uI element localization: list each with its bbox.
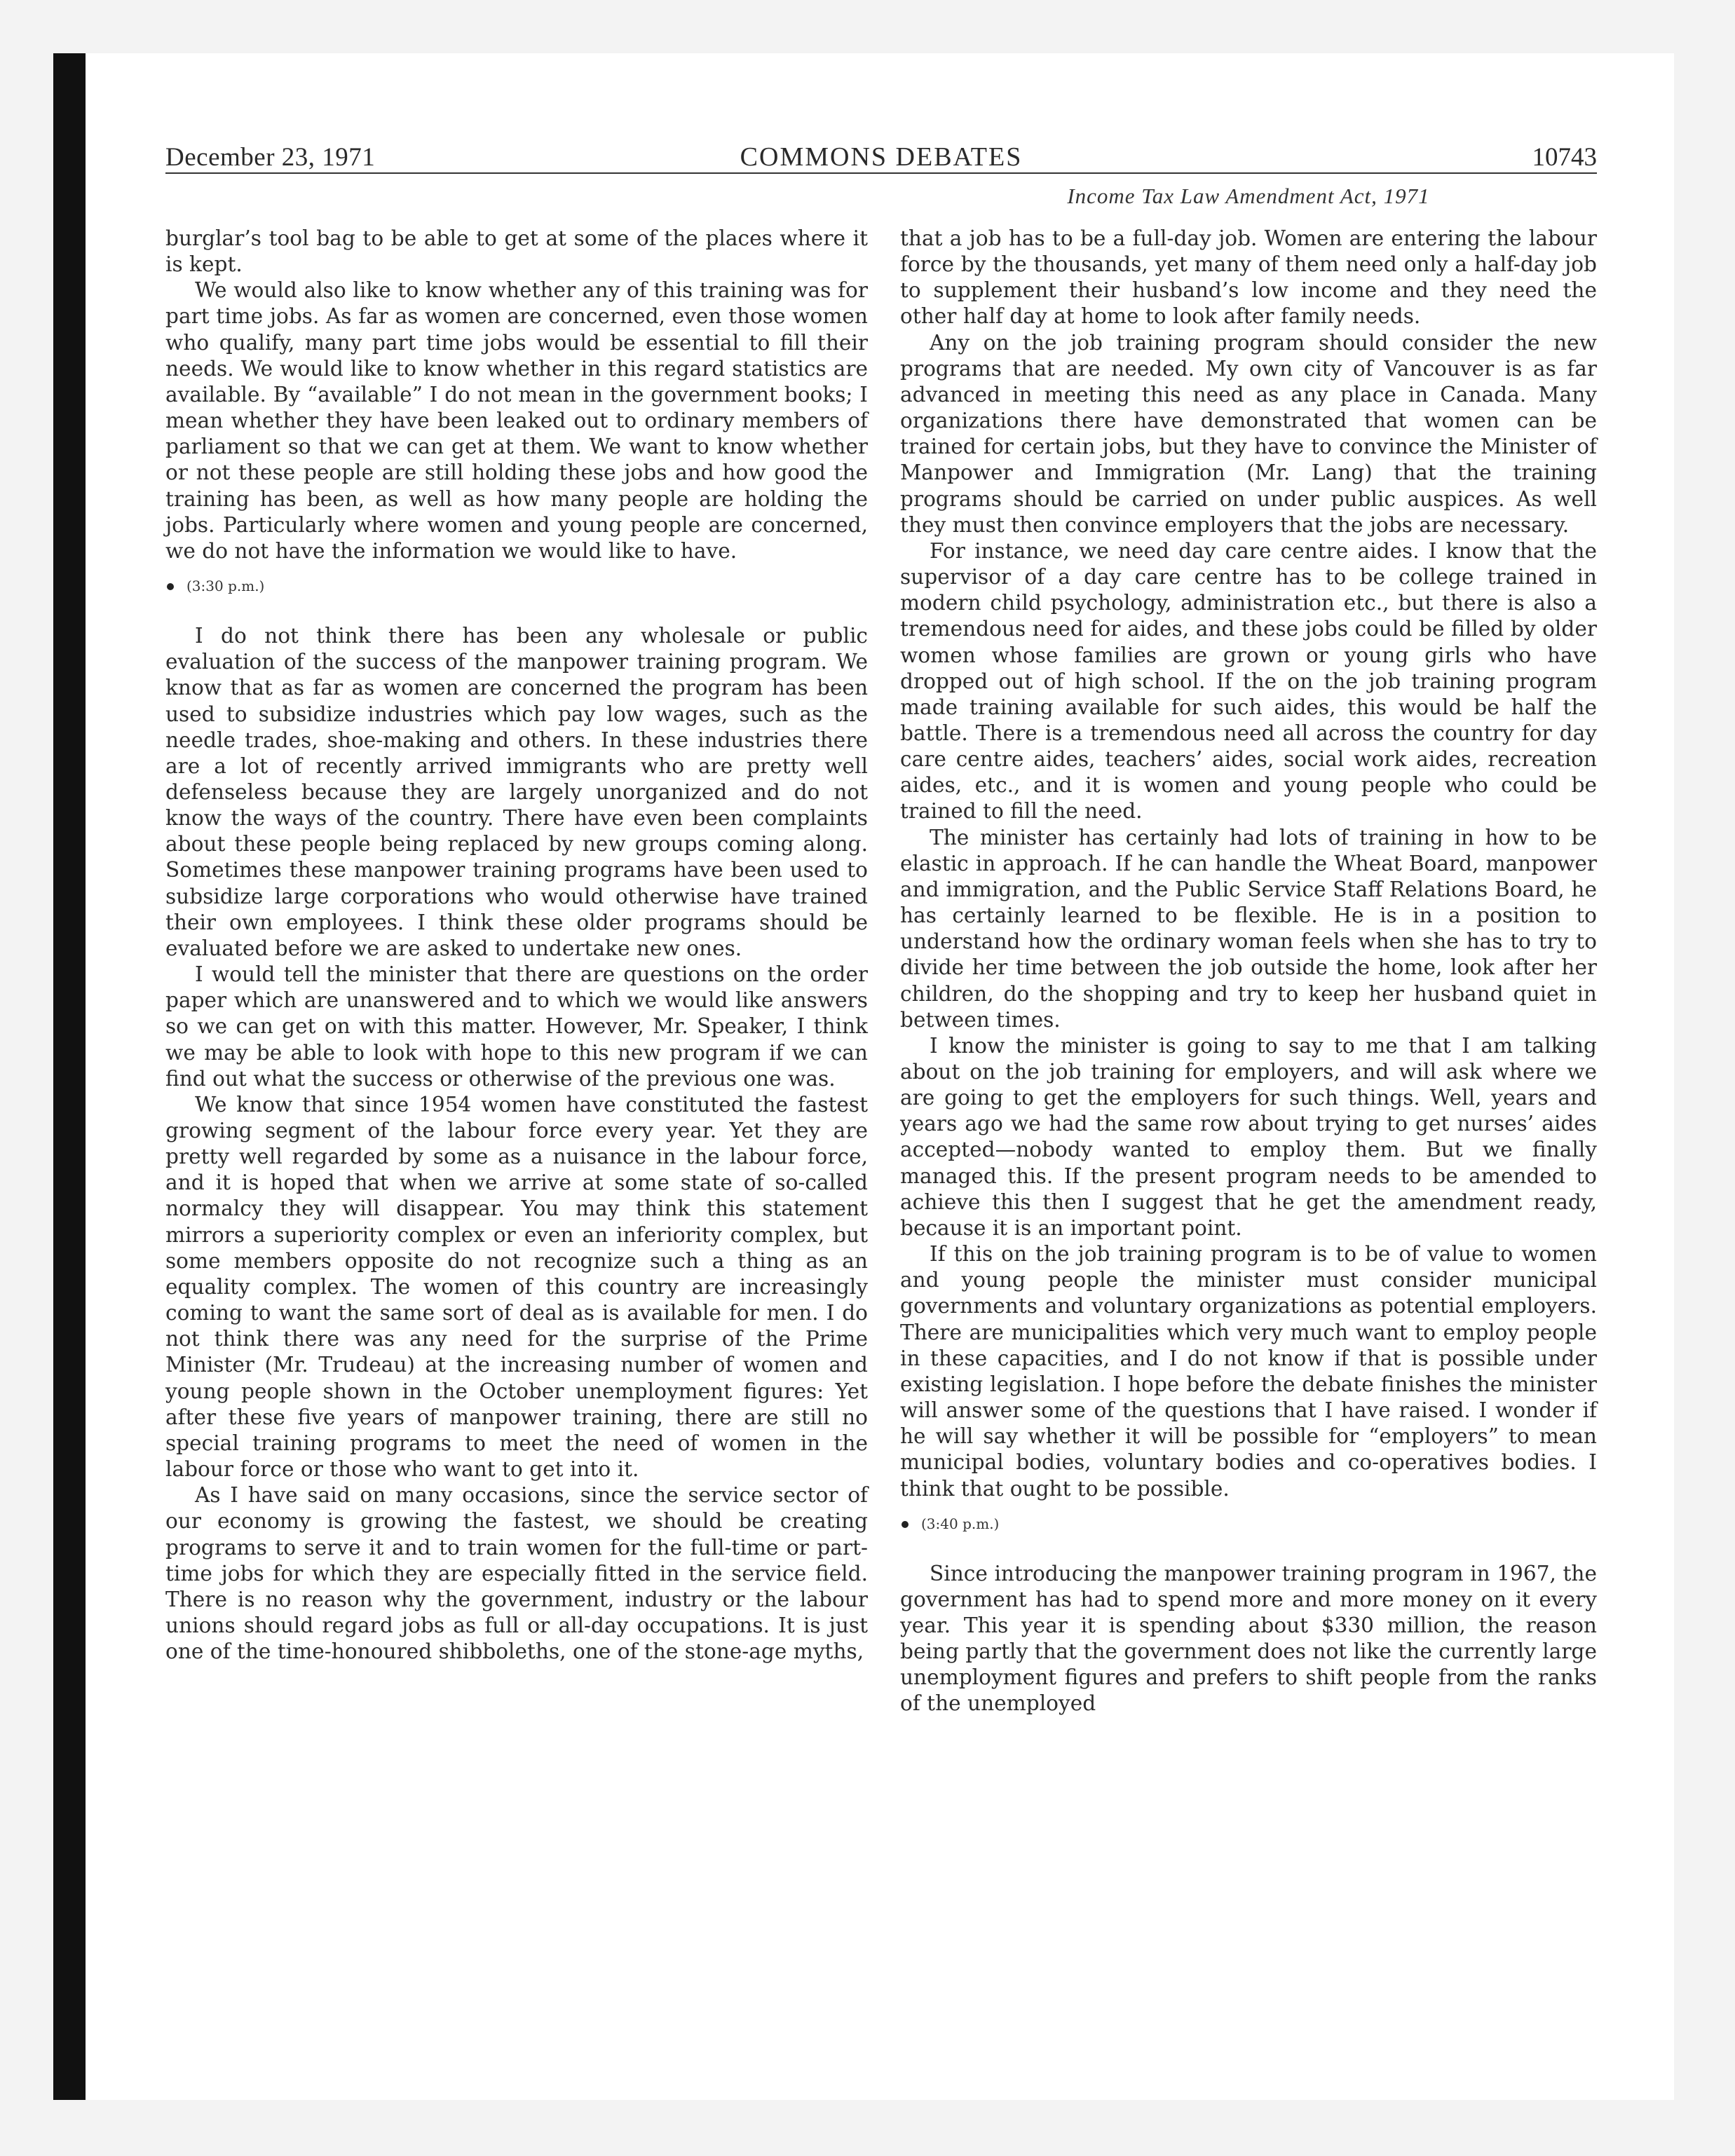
header-page-number: 10743 [1532, 143, 1597, 172]
paragraph: As I have said on many occasions, since the service sector of our economy is growing the fastest, we should be creating programs to serve it and to train women for the full-time or part-time jobs for which they are especially fitted in the service field. There is no reason why the government, industry or the labour unions should regard jobs as full or all-day occupations. It is just one of the time-honoured shibboleths, one of the stone-age myths, [165, 1483, 868, 1664]
paragraph: Since introducing the manpower training program in 1967, the government has had to spend more and more money on it every year. This year it is spending about $330 million, the reason being partly that the government does not like the currently large unemployment figures and prefers to shift people from the ranks of the unemployed [900, 1561, 1597, 1716]
paragraph: If this on the job training program is to be of value to women and young people the minister must consider municipal governments and voluntary organizations as potential employers. There are municipalities which very much want to employ people in these capacities, and I do not know if that is possible under existing legislation. I hope before the debate finishes the minister will answer some of the questions that I have raised. I wonder if he will say whether it will be possible for “employers” to mean municipal bodies, voluntary bodies and co-operatives bodies. I think that ought to be possible. [900, 1242, 1597, 1501]
timestamp-marker [901, 1515, 1597, 1533]
bullet-icon [901, 1521, 909, 1528]
page-header [165, 137, 1597, 174]
timestamp-text: (3:30 p.m.) [186, 578, 265, 595]
scan-binding-edge [53, 53, 86, 2100]
paragraph: that a job has to be a full-day job. Women are entering the labour force by the thousands, yet many of them need only a half-day job to supplement their husband’s low income and they need the other half day at home to look after family needs. [900, 226, 1597, 329]
running-title: Income Tax Law Amendment Act, 1971 [1067, 184, 1430, 208]
left-column [165, 226, 868, 1665]
paragraph: I would tell the minister that there are questions on the order paper which are unanswered and to which we would like answers so we can get on with this matter. However, Mr. Speaker, I think we may be able to look with hope to this new program if we can find out what the success or otherwise of the previous one was. [165, 962, 868, 1091]
paragraph: I know the minister is going to say to me that I am talking about on the job training for employers, and will ask where we are going to get the employers for such things. Well, years and years ago we had the same row about trying to get nurses’ aides accepted—nobody wanted to employ them. But we finally managed this. If the present program needs to be amended to achieve this then I suggest that he get the amendment ready, because it is an important point. [900, 1033, 1597, 1240]
timestamp-text: (3:40 p.m.) [921, 1515, 1000, 1532]
paragraph: I do not think there has been any wholesale or public evaluation of the success of the manpower training program. We know that as far as women are concerned the program has been used to subsidize industries which pay low wages, such as the needle trades, shoe-making and others. In these industries there are a lot of recently arrived immigrants who are pretty well defenseless because they are largely unorganized and do not know the ways of the country. There have even been complaints about these people being replaced by new groups coming along. Sometimes these manpower training programs have been used to subsidize large corporations who would otherwise have trained their own employees. I think these older programs should be evaluated before we are asked to undertake new ones. [165, 624, 868, 960]
paragraph: For instance, we need day care centre aides. I know that the supervisor of a day care centre has to be college trained in modern child psychology, administration etc., but there is also a tremendous need for aides, and these jobs could be filled by older women whose families are grown or young girls who have dropped out of high school. If the on the job training program made training available for such aides, this would be half the battle. There is a tremendous need all across the country for day care centre aides, teachers’ aides, social work aides, recreation aides, etc., and it is women and young people who could be trained to fill the need. [900, 538, 1597, 824]
bullet-icon [167, 583, 174, 590]
paragraph: We know that since 1954 women have constituted the fastest growing segment of the labour force every year. Yet they are pretty well regarded by some as a nuisance in the labour force, and it is hoped that when we arrive at some state of so-called normalcy they will disappear. You may think this statement mirrors a superiority complex or even an inferiority complex, but some members opposite do not recognize such a thing as an equality complex. The women of this country are increasingly coming to want the same sort of deal as is available for men. I do not think there was any need for the surprise of the Prime Minister (Mr. Trudeau) at the increasing number of women and young people shown in the October unemployment figures: Yet after these five years of manpower training, there are still no special training programs to meet the need of women in the labour force or those who want to get into it. [165, 1092, 868, 1482]
paragraph: We would also like to know whether any of this training was for part time jobs. As far as women are concerned, even those women who qualify, many part time jobs would be essential to fill their needs. We would like to know whether in this regard statistics are available. By “available” I do not mean in the government books; I mean whether they have been leaked out to ordinary members of parliament so that we can get at them. We want to know whether or not these people are still holding these jobs and how good the training has been, as well as how many people are holding the jobs. Particularly where women and young people are concerned, we do not have the information we would like to have. [165, 278, 868, 563]
timestamp-marker [167, 577, 868, 595]
paragraph: burglar’s tool bag to be able to get at some of the places where it is kept. [165, 226, 868, 277]
header-publication-title: COMMONS DEBATES [740, 142, 1023, 172]
right-column [900, 226, 1597, 1717]
header-date: December 23, 1971 [165, 143, 376, 172]
paragraph: Any on the job training program should consider the new programs that are needed. My own city of Vancouver is as far advanced in meeting this need as any place in Canada. Many organizations there have demonstrated that women can be trained for certain jobs, but they have to convince the Minister of Manpower and Immigration (Mr. Lang) that the training programs should be carried on under public auspices. As well they must then convince employers that the jobs are necessary. [900, 330, 1597, 537]
paragraph: The minister has certainly had lots of training in how to be elastic in approach. If he can handle the Wheat Board, manpower and immigration, and the Public Service Staff Relations Board, he has certainly learned to be flexible. He is in a position to understand how the ordinary woman feels when she has to try to divide her time between the job outside the home, look after her children, do the shopping and try to keep her husband quiet in between times. [900, 825, 1597, 1032]
